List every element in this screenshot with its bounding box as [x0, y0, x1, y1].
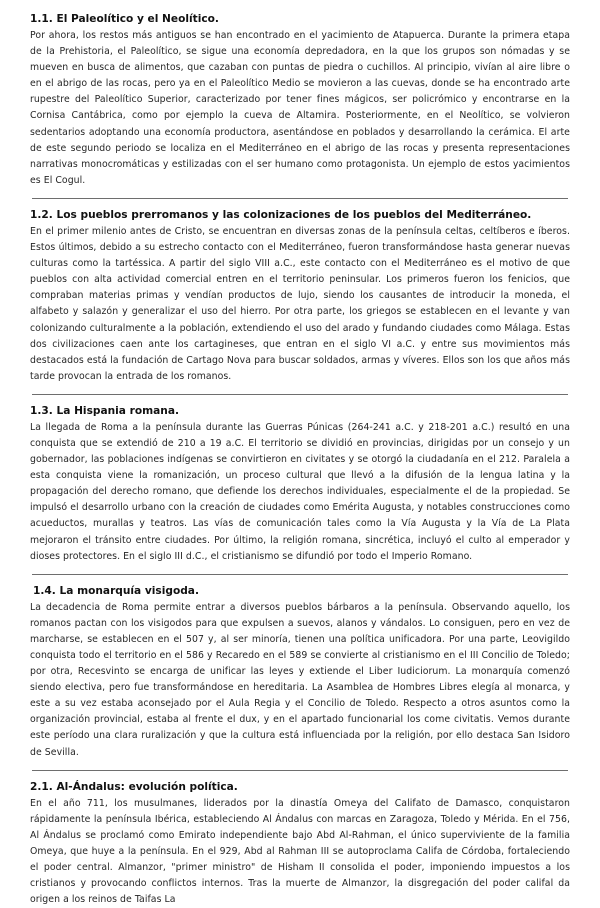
section-paragraph: La decadencia de Roma permite entrar a diversos pueblos bárbaros a la península. Observando aquello, los romanos pactan con los visigodos para que expulsen a suevos, alanos y vándalos. Lo consiguen, pero en vez de marcharse, se establecen en el 507 y, al ser minoría, tienen una política unificadora. Por una parte, Leovigildo conquista todo el territorio en el 586 y Recaredo en el 589 se convierte al cristianismo en el III Concilio de Toledo; por otra, Recesvinto se encarga de unificar las leyes y extiende el Liber Iudiciorum. La monarquía comenzó siendo electiva, pero fue transformándose en hereditaria. La Asamblea de Hombres Libres elegía al monarca, y este a su vez estaba aconsejado por el Aula Regia y el Concilio de Toledo. Respecto a otros asuntos como la organización provincial, estaba al frente el dux, y en el apartado funcionarial los come civitatis. Vemos durante este período una clara ruralización y que la cultura está influenciada por la religión, por ello destaca San Isidoro de Sevilla. — [30, 601, 570, 758]
section-monarquia-visigoda — [30, 584, 570, 761]
section-heading: 1.1. El Paleolítico y el Neolítico. — [30, 13, 219, 25]
section-divider — [32, 574, 568, 575]
section-divider — [32, 198, 568, 199]
section-hispania-romana — [30, 404, 570, 565]
section-paragraph: En el primer milenio antes de Cristo, se encuentran en diversas zonas de la península celtas, celtíberos e íberos. Estos últimos, debido a su estrecho contacto con el Mediterráneo, fueron transformándose hasta generar nuevas culturas como la tartéssica. A partir del siglo VIII a.C., este contacto con el Mediterráneo es el motivo de que pueblos con alta actividad comercial entren en el territorio peninsular. Los primeros fueron los fenicios, que compraban materias primas y vendían productos de lujo, siendo los causantes de introducir la moneda, el alfabeto y salazón y generalizar el uso del hierro. Por otra parte, los griegos se establecen en el levante y van colonizando culturalmente a la población, extendiendo el uso del arado y fundando ciudades como Málaga. Estas dos civilizaciones caen ante los cartagineses, que entran en el siglo VI a.C. y entre sus movimientos más destacados está la fundación de Cartago Nova para buscar soldados, armas y víveres. Ellos son los que años más tarde provocan la entrada de los romanos. — [30, 225, 570, 382]
section-paleolitico-neolitico — [30, 12, 570, 189]
section-heading: 2.1. Al-Ándalus: evolución política. — [30, 780, 238, 793]
section-heading: 1.4. La monarquía visigoda. — [33, 584, 199, 597]
section-heading: 1.2. Los pueblos prerromanos y las colonizaciones de los pueblos del Mediterráneo. — [30, 208, 532, 221]
section-al-andalus — [30, 780, 570, 908]
section-pueblos-prerromanos — [30, 208, 570, 385]
section-divider — [32, 770, 568, 771]
section-paragraph: En el año 711, los musulmanes, liderados por la dinastía Omeya del Califato de Damasco, conquistaron rápidamente la península Ibérica, estableciendo Al Ándalus con marcas en Zaragoza, Toledo y Mérida. En el 756, Al Ándalus se proclamó como Emirato independiente bajo Abd Al-Rahman, el único superviviente de la familia Omeya, que huye a la península. En el 929, Abd al Rahman III se autoproclama Califa de Córdoba, fortaleciendo el poder central. Almanzor, "primer ministro" de Hisham II consolida el poder, imponiendo impuestos a los cristianos y provocando conflictos internos. Tras la muerte de Almanzor, la disgregación del poder califal da origen a los reinos de Taifas La — [30, 797, 570, 906]
section-paragraph: Por ahora, los restos más antiguos se han encontrado en el yacimiento de Atapuerca. Durante la primera etapa de la Prehistoria, el Paleolítico, se sigue una economía depredadora, en la que los grupos son nómadas y se mueven en busca de alimentos, que cazaban con puntas de piedra o cuchillos. Al principio, vivían al aire libre o en el abrigo de las rocas, pero ya en el Paleolítico Medio se movieron a las cuevas, donde se ha encontrado arte rupestre del Paleolítico Superior, caracterizado por tener fines mágicos, ser policrómico y encontrarse en la Cornisa Cantábrica, como por ejemplo la cueva de Altamira. Posteriormente, en el Neolítico, se volvieron sedentarios adoptando una economía productora, asentándose en poblados y desarrollando la cerámica. El arte de este segundo periodo se localiza en el Mediterráneo en el abrigo de las rocas y presenta representaciones narrativas monocromáticas y estilizadas con el ser humano como protagonista. Un ejemplo de estos yacimientos es El Cogul. — [30, 30, 570, 186]
section-paragraph: La llegada de Roma a la península durante las Guerras Púnicas (264-241 a.C. y 218-201 a.C.) resultó en una conquista que se extendió de 210 a 19 a.C. El territorio se dividió en provincias, dirigidas por un consejo y un gobernador, las poblaciones indígenas se convirtieron en civitates y se otorgó la ciudadanía en el 212. Paralela a esta conquista viene la romanización, un proceso cultural que llevó a la difusión de la lengua latina y la propagación del derecho romano, que defiende los derechos individuales, especialmente el de la propiedad. Se impulsó el desarrollo urbano con la creación de ciudades como Emérita Augusta, y notables construcciones como acueductos, murallas y teatros. Las vías de comunicación tales como la Vía Augusta y la Vía de La Plata mejoraron el tránsito entre ciudades. Por último, la religión romana, sincrética, incluyó el culto al emperador y dioses protectores. En el siglo III d.C., el cristianismo se difundió por todo el Imperio Romano. — [30, 421, 570, 562]
section-divider — [32, 394, 568, 395]
section-heading: 1.3. La Hispania romana. — [30, 404, 180, 417]
